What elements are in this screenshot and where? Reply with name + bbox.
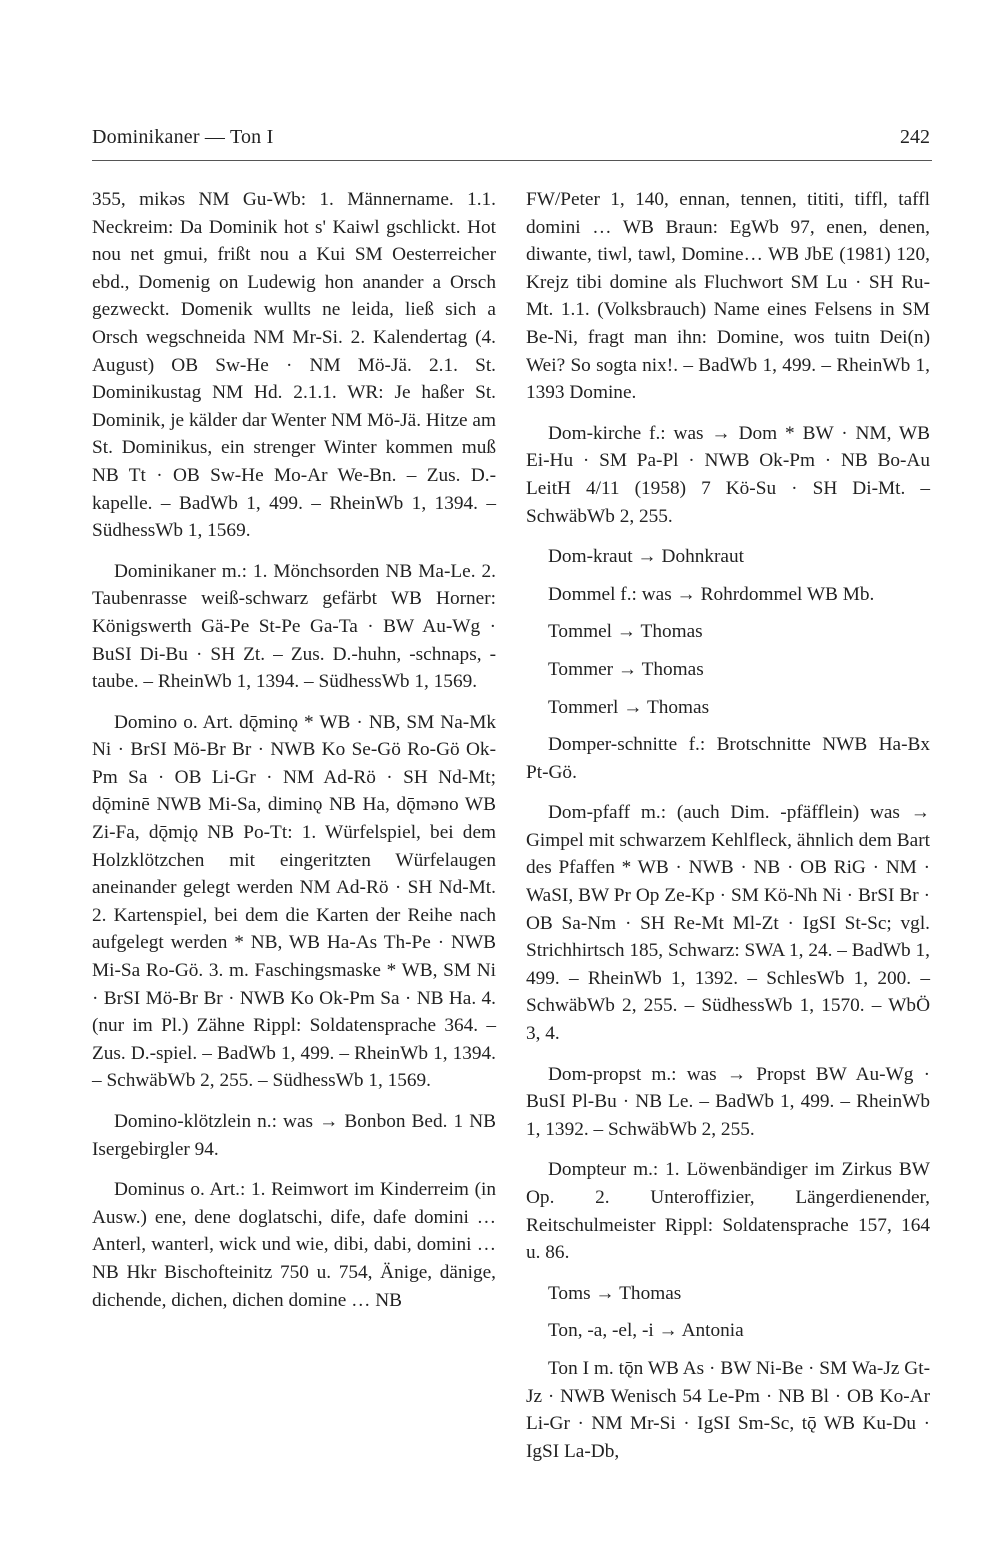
reference-tommer: Tommer → Thomas xyxy=(548,658,704,680)
entry-domper-schnitte: Domper-schnitte f.: Brotschnitte NWB Ha-Bx Pt-Gö. xyxy=(526,734,930,783)
header-title: Dominikaner — Ton I xyxy=(92,126,274,148)
reference-ton-a-el-i: Ton, -a, -el, -i → Antonia xyxy=(548,1320,744,1342)
reference-toms: Toms → Thomas xyxy=(548,1282,682,1304)
reference-tommerl: Tommerl → Thomas xyxy=(548,696,710,718)
entry-dom-propst: Dom-propst m.: was → Propst BW Au-Wg · BuSI Pl-Bu · NB Le. – BadWb 1, 499. – RheinWb 1, 1392. – SchwäbWb 2, 255. xyxy=(526,1063,930,1140)
entry-ton-i: Ton I m. tǭn WB As · BW Ni-Be · SM Wa-Jz Gt-Jz · NWB Wenisch 54 Le-Pm · NB Bl · OB Ko-Ar Li-Gr · NM Mr-Si · IgSI Sm-Sc, tǭ WB Ku-Du · IgSI La-Db, xyxy=(526,1357,930,1462)
right-column xyxy=(526,186,930,1478)
reference-tommel: Tommel → Thomas xyxy=(548,621,703,643)
entry-domino-kloetzlein: Domino-klötzlein n.: was → Bonbon Bed. 1 NB Isergebirgler 94. xyxy=(92,1111,496,1160)
entry-domino: Domino o. Art. dǭminǫ * WB · NB, SM Na-Mk Ni · BrSI Mö-Br Br · NWB Ko Se-Gö Ro-Gö Ok-Pm Sa · OB Li-Gr · NM Ad-Rö · SH Nd-Mt; dǭminē NWB Mi-Sa, diminǫ NB Ha, dǭmǝno WB Zi-Fa, dǭmįǫ NB Po-Tt: 1. Würfelspiel, bei dem Holzklötzchen mit eingeritzten Würfelaugen aneinander gelegt werden NM Ad-Rö · SH Nd-Mt. 2. Kartenspiel, bei dem die Karten der Reihe nach aufgelegt werden * NB, WB Ha-As Th-Pe · NWB Mi-Sa Ro-Gö. 3. m. Faschingsmaske * WB, SM Ni · BrSI Mö-Br Br · NWB Ko Ok-Pm Sa · NB Ha. 4. (nur im Pl.) Zähne Rippl: Soldatensprache 364. – Zus. D.-spiel. – BadWb 1, 499. – RheinWb 1, 1394. – SchwäbWb 2, 255. – SüdhessWb 1, 1569. xyxy=(92,711,496,1092)
running-header xyxy=(92,120,932,161)
entry-dom-pfaff: Dom-pfaff m.: (auch Dim. -pfäfflein) was → Gimpel mit schwarzem Kehlfleck, ähnlich dem Bart des Pfaffen * WB · NWB · NB · OB RiG · NM · WaSI, BW Pr Op Ze-Kp · SM Kö-Nh Ni · BrSI Br · OB Sa-Nm · SH Re-Mt Ml-Zt · IgSI St-Sc; vgl. Strichhirtsch 185, Schwarz: SWA 1, 24. – BadWb 1, 499. – RheinWb 1, 1392. – SchlesWb 1, 200. – SchwäbWb 2, 255. – SüdhessWb 1, 1570. – WbÖ 3, 4. xyxy=(526,802,930,1045)
entry-continuation: 355, mikǝs NM Gu-Wb: 1. Männername. 1.1. Neckreim: Da Dominik hot s' Kaiwl gschlickt. Hot nou net gmui, frißt nou a Kui SM Oesterreicher ebd., Domenig on Ludewig hon anander a Orsch gezweckt. Domenik wullts ne leida, ließ sich a Orsch wegschneida NM Mr-Si. 2. Kalendertag (4. August) OB Sw-He · NM Mö-Jä. 2.1. St. Dominikustag NM Hd. 2.1.1. WR: Je haßer St. Dominik, je kälder dar Wenter NM Mö-Jä. Hitze am St. Dominikus, ein strenger Winter kommen muß NB Tt · OB Sw-He Mo-Ar We-Bn. – Zus. D.-kapelle. – BadWb 1, 499. – RheinWb 1, 1394. – SüdhessWb 1, 1569. xyxy=(92,189,496,542)
entry-dom-kirche: Dom-kirche f.: was → Dom * BW · NM, WB Ei-Hu · SM Pa-Pl · NWB Ok-Pm · NB Bo-Au LeitH 4/11 (1958) 7 Kö-Su · SH Di-Mt. – SchwäbWb 2, 255. xyxy=(526,422,930,527)
entry-dominikaner: Dominikaner m.: 1. Mönchsorden NB Ma-Le. 2. Taubenrasse weiß-schwarz gefärbt WB Horner: Königswerth Gä-Pe St-Pe Ga-Ta · BW Au-Wg · BuSI Di-Bu · SH Zt. – Zus. D.-huhn, -schnaps, -taube. – RheinWb 1, 1394. – SüdhessWb 1, 1569. xyxy=(92,560,496,693)
entry-dominus: Dominus o. Art.: 1. Reimwort im Kinderreim (in Ausw.) ene, dene doglatschi, dife, dafe domini … Anterl, wanterl, wick und wie, dibi, dabi, domini … NB Hkr Bischofteinitz 750 u. 754, Änige, dänige, dichende, dichen, dichen domine … NB xyxy=(92,1179,496,1311)
left-column xyxy=(92,186,496,1327)
page-number: 242 xyxy=(900,126,930,148)
entry-continuation: FW/Peter 1, 140, ennan, tennen, tititi, tiffl, taffl domini … WB Braun: EgWb 97, enen, denen, diwante, tiwl, tawl, Domine… WB JbE (1981) 120, Krejz tibi domine als Fluchwort SM Lu · SH Ru-Mt. 1.1. (Volksbrauch) Name eines Felsens in SM Be-Ni, fragt man ihn: Domine, wos tuitn Dei(n) Wei? So sogta nix!. – BadWb 1, 499. – RheinWb 1, 1393 Domine. xyxy=(526,189,930,404)
reference-dom-kraut: Dom-kraut → Dohnkraut xyxy=(548,546,744,568)
entry-dommel: Dommel f.: was → Rohrdommel WB Mb. xyxy=(548,583,875,605)
entry-dompteur: Dompteur m.: 1. Löwenbändiger im Zirkus BW Op. 2. Unteroffizier, Längerdienender, Reitschulmeister Rippl: Soldatensprache 157, 164 u. 86. xyxy=(526,1159,930,1264)
